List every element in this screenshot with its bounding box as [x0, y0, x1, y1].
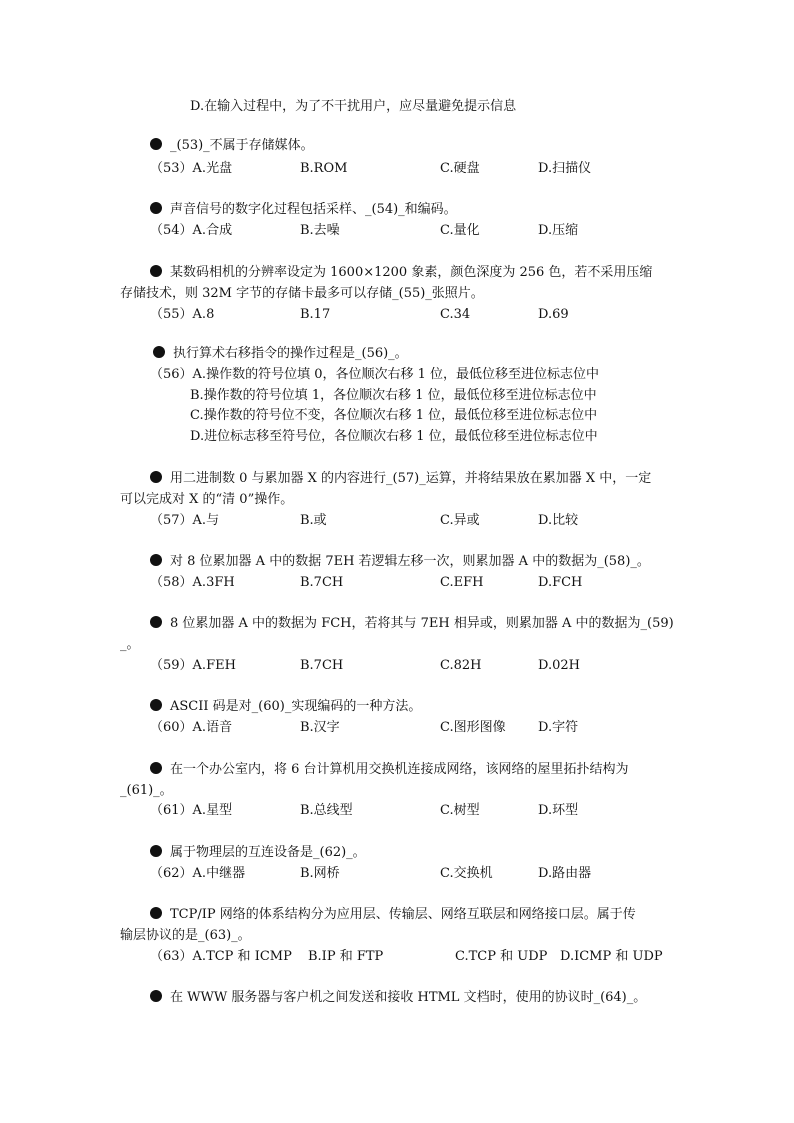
option-d: D.FCH [538, 575, 583, 590]
option-c: C.树型 [440, 803, 480, 818]
bullet-icon [150, 138, 162, 150]
option-56-a: （56）A.操作数的符号位填 0，各位顺次右移 1 位，最低位移至进位标志位中 [150, 367, 600, 382]
option-d: D.扫描仪 [538, 161, 592, 176]
option-a: （58）A.3FH [150, 575, 235, 590]
question-61-line2: _(61)_。 [120, 783, 173, 798]
option-d-previous: D.在输入过程中，为了不干扰用户，应尽量避免提示信息 [190, 99, 517, 114]
option-d: D.压缩 [538, 223, 579, 238]
bullet-icon [153, 346, 165, 358]
option-d: D.环型 [538, 803, 579, 818]
option-c: C.硬盘 [440, 161, 480, 176]
bullet-icon [150, 907, 162, 919]
bullet-icon [150, 990, 162, 1002]
question-59-line2: _。 [120, 637, 140, 652]
option-a: （63）A.TCP 和 ICMP [150, 949, 292, 964]
bullet-icon [150, 202, 162, 214]
bullet-icon [150, 845, 162, 857]
option-a: （54）A.合成 [150, 223, 233, 238]
option-b: B.总线型 [300, 803, 353, 818]
option-c: C.82H [440, 658, 482, 673]
option-b: B.或 [300, 513, 327, 528]
question-55-line2: 存储技术，则 32M 字节的存储卡最多可以存储_(55)_张照片。 [120, 286, 484, 301]
option-b: B.ROM [300, 161, 348, 176]
option-d: D.字符 [538, 720, 579, 735]
option-a: （61）A.星型 [150, 803, 233, 818]
question-63-line1: TCP/IP 网络的体系结构分为应用层、传输层、网络互联层和网络接口层。属于传 [150, 906, 636, 924]
option-c: C.TCP 和 UDP [455, 949, 548, 964]
option-b: B.汉字 [300, 720, 340, 735]
option-a: （55）A.8 [150, 307, 215, 322]
option-c: C.异或 [440, 513, 480, 528]
bullet-icon [150, 616, 162, 628]
bullet-icon [150, 762, 162, 774]
option-b: B.去噪 [300, 223, 340, 238]
option-c: C.交换机 [440, 866, 493, 881]
option-b: B.7CH [300, 575, 344, 590]
option-a: （60）A.语音 [150, 720, 233, 735]
question-57-line1: 用二进制数 0 与累加器 X 的内容进行_(57)_运算，并将结果放在累加器 X 中，一定 [150, 470, 651, 488]
option-c: C.图形图像 [440, 720, 506, 735]
question-61-line1: 在一个办公室内，将 6 台计算机用交换机连接成网络，该网络的屋里拓扑结构为 [150, 761, 629, 779]
option-56-b: B.操作数的符号位填 1，各位顺次右移 1 位，最低位移至进位标志位中 [190, 388, 597, 403]
question-57-line2: 可以完成对 X 的“清 0”操作。 [120, 492, 294, 507]
option-d: D.02H [538, 658, 580, 673]
question-64: 在 WWW 服务器与客户机之间发送和接收 HTML 文档时，使用的协议时_(64)_。 [150, 989, 646, 1007]
bullet-icon [150, 265, 162, 277]
bullet-icon [150, 471, 162, 483]
option-b: B.IP 和 FTP [308, 949, 384, 964]
option-a: （59）A.FEH [150, 658, 236, 673]
option-b: B.17 [300, 307, 331, 322]
question-59-line1: 8 位累加器 A 中的数据为 FCH，若将其与 7EH 相异或，则累加器 A 中的数据为_(59) [150, 615, 674, 633]
question-56: 执行算术右移指令的操作过程是_(56)_。 [153, 345, 408, 363]
option-c: C.EFH [440, 575, 484, 590]
option-b: B.7CH [300, 658, 344, 673]
question-58: 对 8 位累加器 A 中的数据 7EH 若逻辑左移一次，则累加器 A 中的数据为_(58)_。 [150, 553, 650, 571]
bullet-icon [150, 699, 162, 711]
question-63-line2: 输层协议的是_(63)_。 [120, 928, 251, 943]
option-c: C.量化 [440, 223, 480, 238]
question-60: ASCII 码是对_(60)_实现编码的一种方法。 [150, 698, 421, 716]
option-d: D.ICMP 和 UDP [560, 949, 663, 964]
option-d: D.69 [538, 307, 569, 322]
option-b: B.网桥 [300, 866, 340, 881]
question-53: _(53)_不属于存储媒体。 [150, 137, 314, 155]
question-54: 声音信号的数字化过程包括采样、_(54)_和编码。 [150, 201, 457, 219]
option-d: D.路由器 [538, 866, 592, 881]
bullet-icon [150, 554, 162, 566]
option-56-d: D.进位标志移至符号位，各位顺次右移 1 位，最低位移至进位标志位中 [190, 429, 598, 444]
option-a: （57）A.与 [150, 513, 220, 528]
option-c: C.34 [440, 307, 471, 322]
option-56-c: C.操作数的符号位不变，各位顺次右移 1 位，最低位移至进位标志位中 [190, 408, 598, 423]
question-62: 属于物理层的互连设备是_(62)_。 [150, 844, 366, 862]
option-a: （53）A.光盘 [150, 161, 233, 176]
option-d: D.比较 [538, 513, 579, 528]
option-a: （62）A.中继器 [150, 866, 246, 881]
question-55-line1: 某数码相机的分辨率设定为 1600×1200 象素，颜色深度为 256 色，若不采用压缩 [150, 264, 652, 282]
